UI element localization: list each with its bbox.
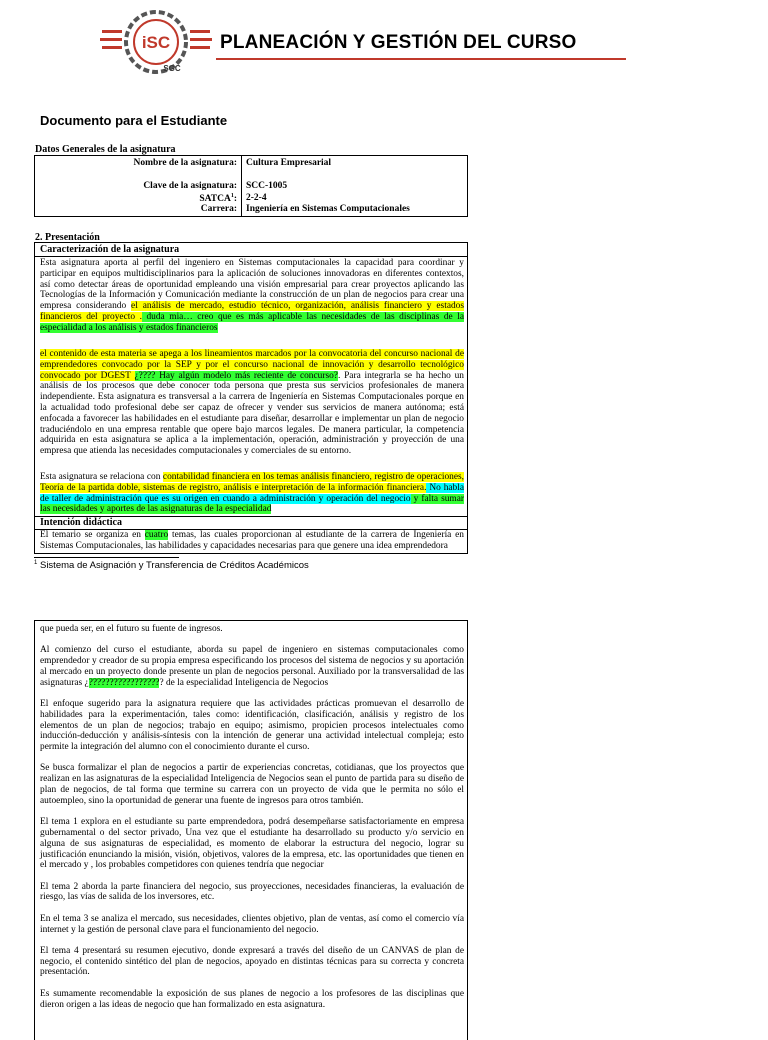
key-clave: Clave de la asignatura: (143, 181, 237, 191)
p1-highlight-green: duda mia… creo que es más aplicable las necesidades de las disciplinas de la especialidad a los análisis y estados financieros (40, 311, 465, 333)
c1-text: Al comienzo del curso el estudiante, aborda su papel de ingeniero en sistemas computacionales como emprendedor y creador de su propia empresa especificando los procesos del sistema de negocios y su aportación al mercado en un proyecto donde presente un plan de negocios personal. Auxiliado por la transversalidad de las asignaturas ¿ (40, 645, 464, 688)
p1-text: Esta asignatura aporta al perfil del ingeniero en Sistemas computacionales la capacidad para coordinar y participar en equipos multidisciplinarios para la aplicación de soluciones innovadoras en diferentes contextos, así como detectar áreas de oportunidad empleando una visión empresarial para crear proyectos aplicando las Tecnologías de la Información y Comunicación mediante la construcción de un plan de negocios para crear una empresa considerando (40, 258, 464, 312)
p4-highlight-green: cuatro (144, 530, 169, 540)
key-satca-sup: 1 (230, 193, 234, 199)
footnote-rule (34, 557, 179, 558)
key-nombre: Nombre de la asignatura: (133, 158, 237, 168)
cont-paragraph: En el tema 3 se analiza el mercado, sus necesidades, clientes objetivo, plan de ventas, así como el comercio vía internet y la gestión de personal clave para el funcionamiento del negocio. (40, 913, 464, 935)
row-divider (35, 256, 467, 257)
value-satca: 2-2-4 (246, 193, 267, 203)
key-satca-label: SATCA (199, 194, 231, 205)
cont-paragraph: El enfoque sugerido para la asignatura requiere que las actividades prácticas promuevan el desarrollo de habilidades para la experimentación, tales como: identificación, clasificación, análisis y registro de los elementos de un plan de negocios; trabajo en equipo; asimismo, propicien procesos intelectuales como inducción-deducción y análisis-síntesis con la intención de generar una actividad intelectual compleja; esto permite la integración del alumno con el conocimiento durante el curso. (40, 698, 464, 753)
logo-text: iSC (141, 33, 171, 52)
footnote (34, 560, 309, 571)
c1-highlight-green: ????????????????? (88, 677, 160, 688)
cont-paragraph (40, 645, 464, 688)
key-satca (199, 193, 237, 204)
p2-highlight-green: ¿???? Hay algún modelo más reciente de concurso? (134, 370, 338, 381)
p2-text: . Para integrarla se ha hecho un análisis de los procesos que debe conocer toda persona que presta sus servicios profesionales de manera independiente. Esta asignatura es transversal a la carrera de Ingeniería en Sistemas Computacionales porque en la actualidad todo profesional debe ser capaz de ofrecer y vender sus servicios de manera autónoma; está enfocada a favorecer las habilidades en el estudiante para diseñar, desarrollar e implementar un plan de negocio traduciéndolo en una empresa rentable que opere bajo marcos legales. De manera particular, la competencia adquirida en esta asignatura se aplica a la implementación, operación, administración y proyección de una empresa que atienda las necesidades computacionales y comerciales de su entorno. (40, 370, 464, 457)
footnote-mark: 1 (34, 560, 38, 566)
value-carrera: Ingeniería en Sistemas Computacionales (246, 204, 410, 214)
p3-highlight-cyan: No habla de taller de administración que es su origen en cuando a administración y operación del negocio (40, 482, 464, 504)
doc-title: Documento para el Estudiante (40, 113, 228, 128)
p3-highlight-green: y falta sumar las necesidades y aportes de las asignaturas de la especialidad (40, 493, 464, 515)
p4-text-end: temas, las cuales proporcionan al estudiante de la carrera de Ingeniería en Sistemas Computacionales, las habilidades y capacidades necesarias para que genere una idea emprendedora (40, 530, 464, 551)
continuation-table (34, 620, 468, 1040)
cont-paragraph: El tema 4 presentará su resumen ejecutivo, donde expresará a través del diseño de un CANVAS de plan de negocio, el contenido sintético del plan de negocios, apoyado en distintas técnicas para su correcta y concreta presentación. (40, 945, 464, 978)
value-nombre: Cultura Empresarial (246, 158, 332, 168)
presentation-table (34, 242, 468, 554)
cont-paragraph: El tema 2 aborda la parte financiera del negocio, sus proyecciones, necesidades financieras, la evaluación de riesgo, las vías de salida de los inversores, etc. (40, 881, 464, 903)
paragraph-3 (40, 472, 464, 515)
p2-highlight-yellow: el contenido de esta materia se apega a los lineamientos marcados por la convocatoria del concurso nacional de emprendedores convocado por la SEP y por el concurso nacional de innovación y desarrollo tecnológico convocado por DGEST (40, 349, 464, 381)
footnote-text: Sistema de Asignación y Transferencia de Créditos Académicos (37, 560, 309, 572)
continuation-content (40, 624, 464, 1021)
logo-sub: SGC (163, 64, 181, 73)
cont-paragraph: Es sumamente recomendable la exposición de sus planes de negocio a los profesores de las disciplinas que dieron origen a las ideas de negocio que han formalizado en esta asignatura. (40, 988, 464, 1010)
p4-text: El temario se organiza en (40, 530, 145, 540)
p3-highlight-yellow: contabilidad financiera en los temas análisis financiero, registro de operaciones, Teoría de la partida doble, sistemas de registro, análisis e interpretación de la información financiera. (40, 472, 464, 493)
cont-paragraph: que pueda ser, en el futuro su fuente de ingresos. (40, 624, 223, 634)
table-divider (241, 156, 242, 216)
header-title: PLANEACIÓN Y GESTIÓN DEL CURSO (220, 32, 577, 53)
header-rule (216, 58, 626, 60)
key-carrera: Carrera: (200, 204, 237, 214)
general-data-table (34, 155, 468, 217)
c1-text-end: ? de la especialidad Inteligencia de Negocios (159, 677, 329, 688)
general-section-label: Datos Generales de la asignatura (35, 144, 176, 155)
paragraph-2 (40, 349, 464, 457)
intencion-title: Intención didáctica (40, 517, 122, 528)
p1-highlight-yellow: el análisis de mercado, estudio técnico, organización, análisis financiero y estados financieros del proyecto . (40, 301, 464, 322)
paragraph-1 (40, 258, 464, 334)
paragraph-4 (40, 530, 464, 552)
value-clave: SCC-1005 (246, 181, 288, 191)
cont-paragraph: El tema 1 explora en el estudiante su parte emprendedora, podrá desempeñarse satisfactoriamente en empresa gubernamental o del sector privado, Una vez que el estudiante ha desarrollado su producto y/o servicio en alguna de sus asignaturas de especialidad, es momento de elaborar la estructura del negocio, lograr su justificación enunciando la misión, visión, objetivos, valores de la empresa, etc. las oportunidades que tienen en el mercado y , los probables competidores con quienes tendría que negociar (40, 817, 464, 871)
caracterizacion-title: Caracterización de la asignatura (40, 244, 180, 255)
p3-text: Esta asignatura se relaciona con (40, 472, 163, 482)
isc-logo (100, 10, 212, 74)
key-satca-suffix: : (233, 194, 237, 205)
presentation-section-label: 2. Presentación (35, 232, 100, 243)
cont-paragraph: Se busca formalizar el plan de negocios a partir de experiencias concretas, cotidianas, que los proyectos que realizan en las asignaturas de la especialidad Inteligencia de Negocios sean el punto de partida para su diseño de plan de negocios, de tal forma que termine su carrera con un proyecto de vida que le permita no sólo el autoempleo, sino la oportunidad de generar una fuente de ingresos para otros también. (40, 763, 464, 806)
